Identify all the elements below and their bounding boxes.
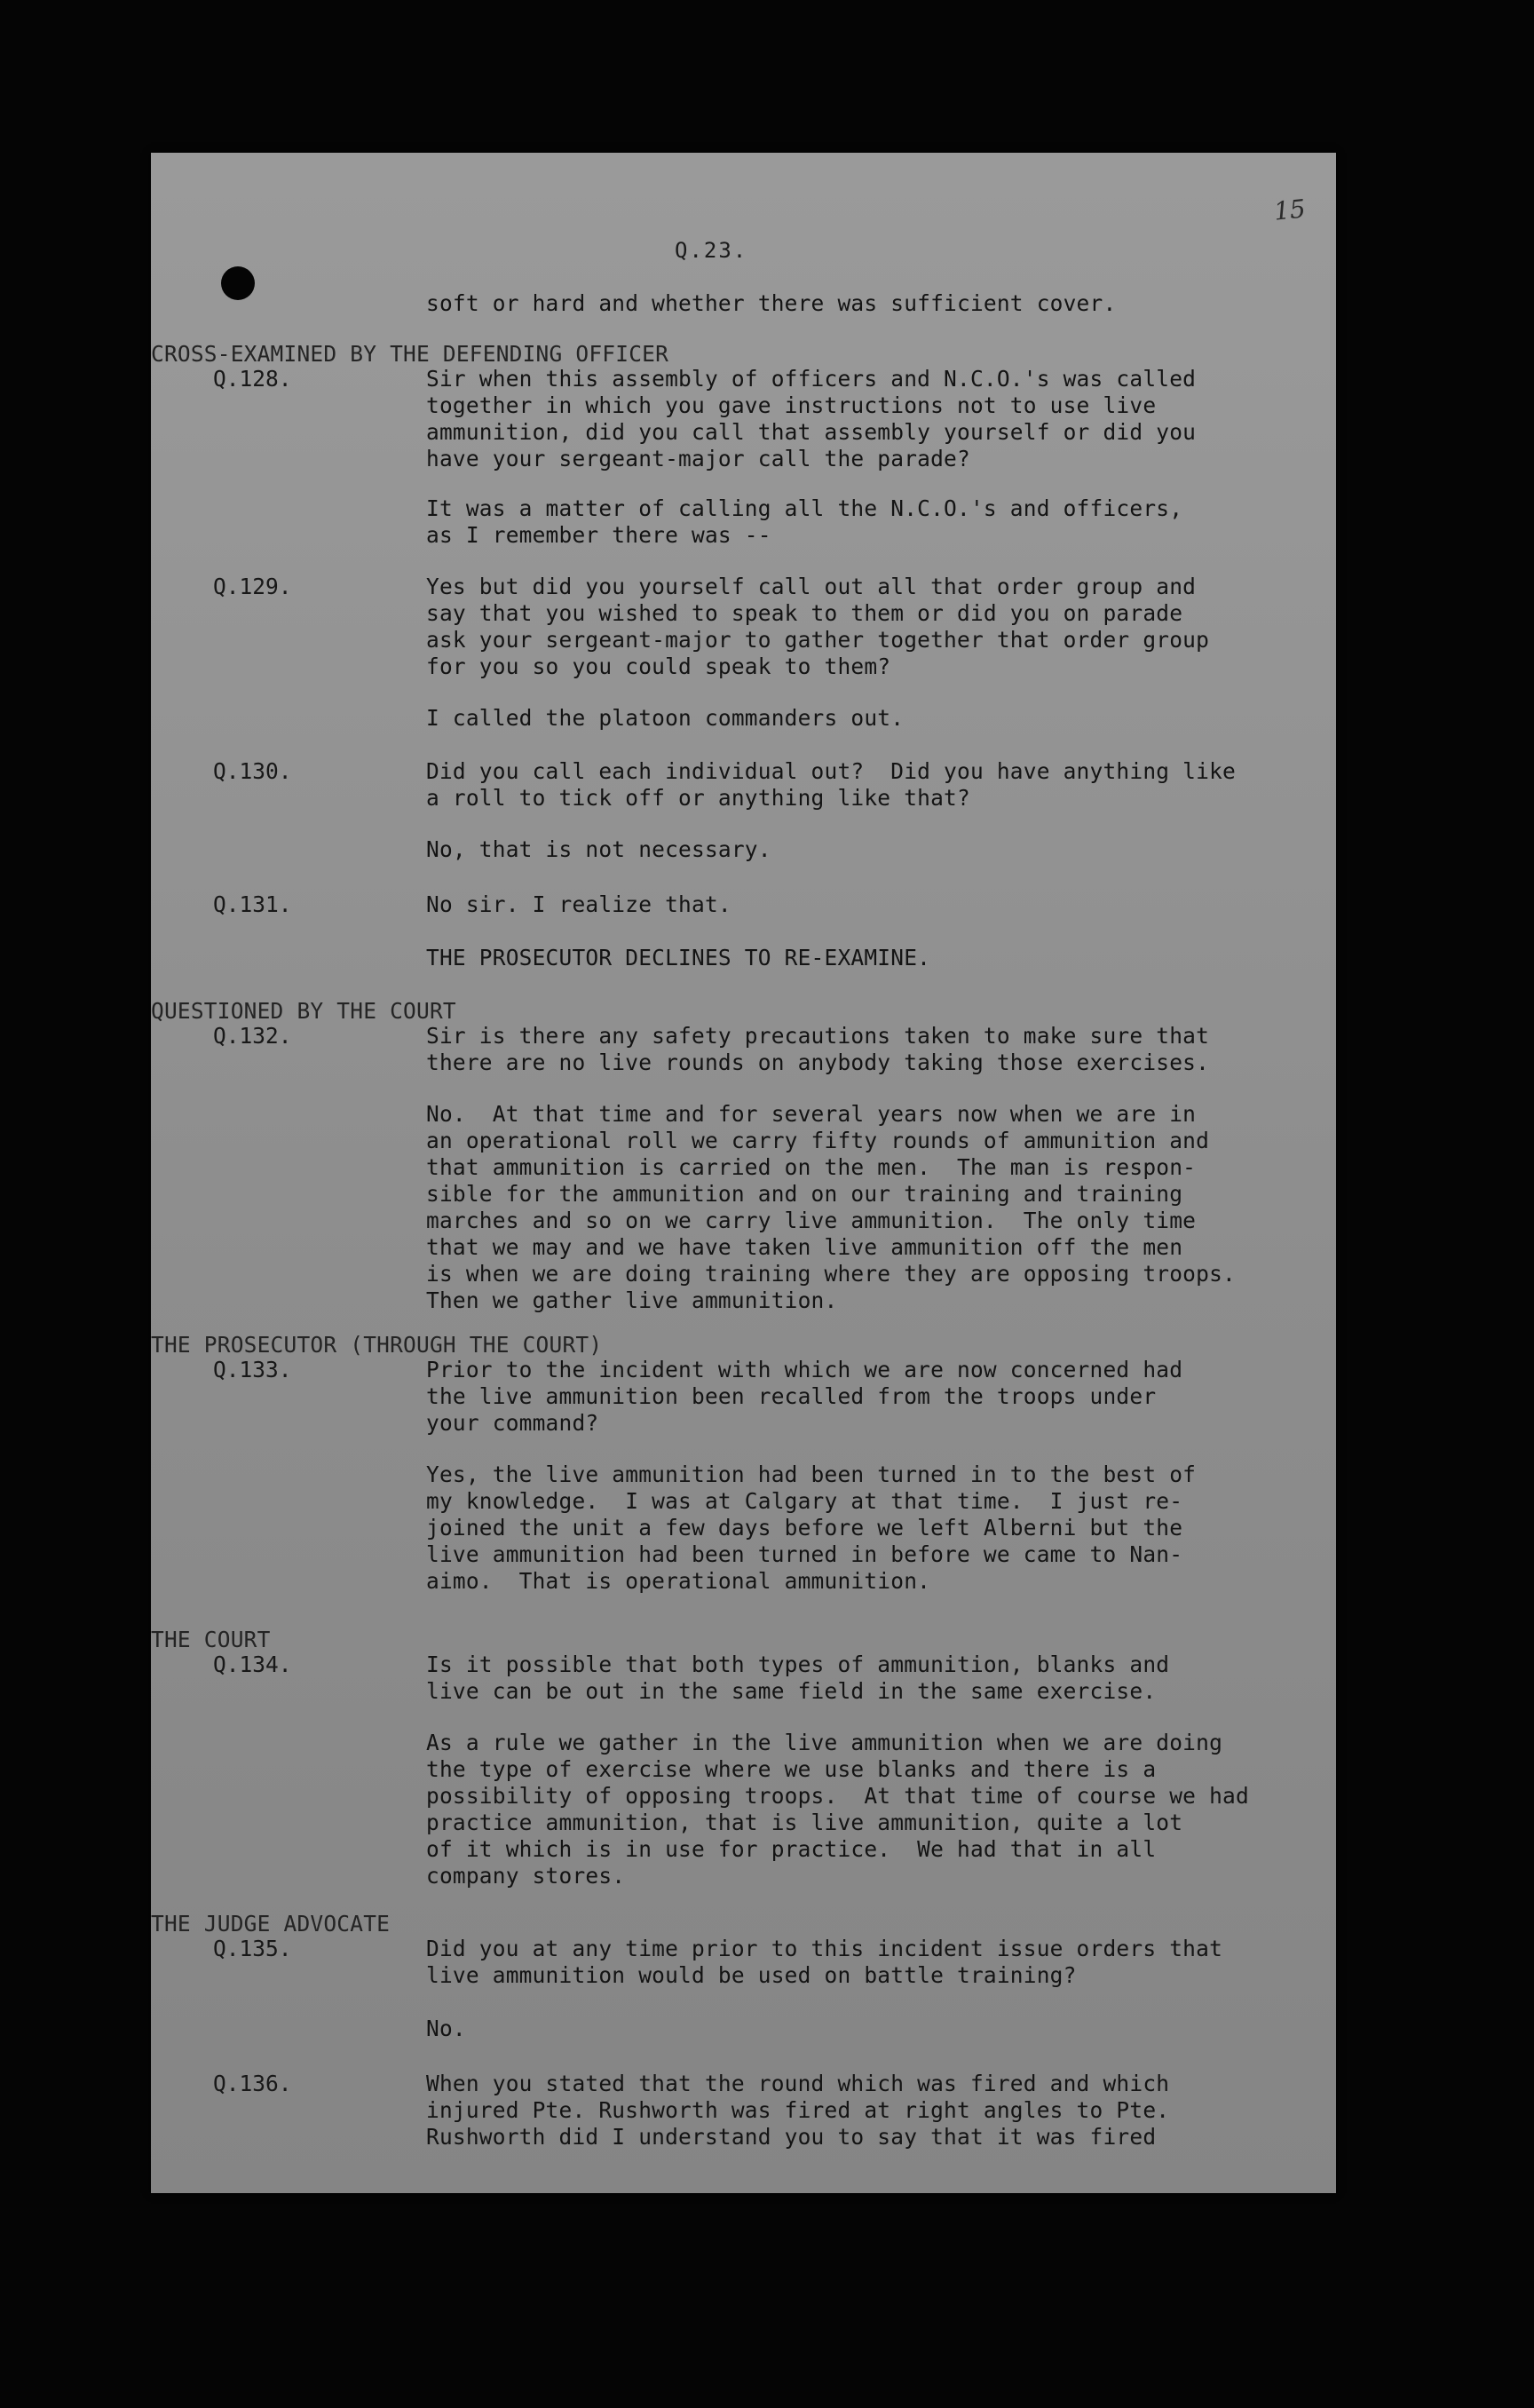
punch-hole <box>221 266 255 300</box>
document-page <box>151 153 1336 2193</box>
question-text-line: injured Pte. Rushworth was fired at right angles to Pte. <box>426 2097 1170 2123</box>
question-text-line: Is it possible that both types of ammunition, blanks and <box>426 1652 1170 1677</box>
question-text-line: together in which you gave instructions not to use live <box>426 392 1157 418</box>
question-text-line: Did you at any time prior to this incident issue orders that <box>426 1936 1223 1961</box>
question-number: Q.128. <box>213 366 292 392</box>
answer-text-line: an operational roll we carry fifty rounds of ammunition and <box>426 1128 1210 1153</box>
answer-text-line: live ammunition had been turned in before we came to Nan- <box>426 1541 1183 1567</box>
answer-text-line: joined the unit a few days before we left Alberni but the <box>426 1515 1183 1541</box>
folio-number: 15 <box>1272 194 1308 226</box>
answer-text-line: the type of exercise where we use blanks and there is a <box>426 1756 1157 1782</box>
question-text-line: live ammunition would be used on battle training? <box>426 1962 1077 1988</box>
answer-text-line: As a rule we gather in the live ammunition when we are doing <box>426 1730 1223 1755</box>
answer-text-line: No. At that time and for several years now when we are in <box>426 1101 1197 1127</box>
question-text-line: live can be out in the same field in the same exercise. <box>426 1678 1157 1704</box>
answer-text-line: It was a matter of calling all the N.C.O.'s and officers, <box>426 495 1183 521</box>
page-number: Q.23. <box>675 238 748 263</box>
answer-text-line: that ammunition is carried on the men. The man is respon- <box>426 1154 1197 1180</box>
question-text-line: ask your sergeant-major to gather together that order group <box>426 627 1210 653</box>
question-text-line: say that you wished to speak to them or did you on parade <box>426 600 1183 626</box>
answer-text-line: No, that is not necessary. <box>426 836 771 862</box>
section-heading: THE PROSECUTOR (THROUGH THE COURT) <box>151 1332 603 1358</box>
answer-text-line: aimo. That is operational ammunition. <box>426 1568 931 1594</box>
question-number: Q.135. <box>213 1936 292 1961</box>
answer-text-line: sible for the ammunition and on our training and training <box>426 1181 1183 1207</box>
question-number: Q.136. <box>213 2071 292 2096</box>
section-heading: CROSS-EXAMINED BY THE DEFENDING OFFICER <box>151 341 669 367</box>
question-number: Q.133. <box>213 1357 292 1382</box>
answer-text-line: that we may and we have taken live ammunition off the men <box>426 1234 1183 1260</box>
question-text-line: Did you call each individual out? Did you have anything like <box>426 758 1236 784</box>
answer-text-line: marches and so on we carry live ammunition. The only time <box>426 1208 1197 1233</box>
question-number: Q.132. <box>213 1023 292 1049</box>
answer-text-line: THE PROSECUTOR DECLINES TO RE-EXAMINE. <box>426 945 931 970</box>
answer-text-line: is when we are doing training where they are opposing troops. <box>426 1261 1236 1287</box>
question-text-line: the live ammunition been recalled from the troops under <box>426 1383 1157 1409</box>
question-text-line: have your sergeant-major call the parade? <box>426 446 970 471</box>
question-number: Q.134. <box>213 1652 292 1677</box>
question-text-line: there are no live rounds on anybody taking those exercises. <box>426 1050 1210 1075</box>
answer-text-line: as I remember there was -- <box>426 522 771 548</box>
question-text-line: Sir is there any safety precautions taken to make sure that <box>426 1023 1210 1049</box>
answer-text-line: No. <box>426 2016 466 2041</box>
question-text-line: Yes but did you yourself call out all that order group and <box>426 574 1197 599</box>
question-text-line: Prior to the incident with which we are now concerned had <box>426 1357 1183 1382</box>
question-text-line: Sir when this assembly of officers and N.C.O.'s was called <box>426 366 1197 392</box>
answer-text-line: of it which is in use for practice. We had that in all <box>426 1836 1157 1862</box>
question-text-line: a roll to tick off or anything like that? <box>426 785 970 811</box>
answer-text-line: I called the platoon commanders out. <box>426 705 905 731</box>
section-heading: THE JUDGE ADVOCATE <box>151 1911 391 1937</box>
answer-text-line: Then we gather live ammunition. <box>426 1287 838 1313</box>
answer-text-line: company stores. <box>426 1863 626 1889</box>
answer-text-line: practice ammunition, that is live ammunition, quite a lot <box>426 1810 1183 1835</box>
question-text-line: Rushworth did I understand you to say that it was fired <box>426 2124 1157 2150</box>
question-number: Q.129. <box>213 574 292 599</box>
section-heading: THE COURT <box>151 1627 271 1652</box>
section-heading: QUESTIONED BY THE COURT <box>151 998 456 1024</box>
answer-text-line: possibility of opposing troops. At that time of course we had <box>426 1783 1249 1809</box>
question-number: Q.130. <box>213 758 292 784</box>
question-text-line: When you stated that the round which was fired and which <box>426 2071 1170 2096</box>
answer-text-line: soft or hard and whether there was sufficient cover. <box>426 290 1117 316</box>
question-text-line: for you so you could speak to them? <box>426 653 891 679</box>
answer-text-line: my knowledge. I was at Calgary at that time. I just re- <box>426 1488 1183 1514</box>
question-text-line: ammunition, did you call that assembly yourself or did you <box>426 419 1197 445</box>
answer-text-line: Yes, the live ammunition had been turned in to the best of <box>426 1461 1197 1487</box>
question-number: Q.131. <box>213 891 292 917</box>
question-text-line: No sir. I realize that. <box>426 891 731 917</box>
question-text-line: your command? <box>426 1410 599 1436</box>
